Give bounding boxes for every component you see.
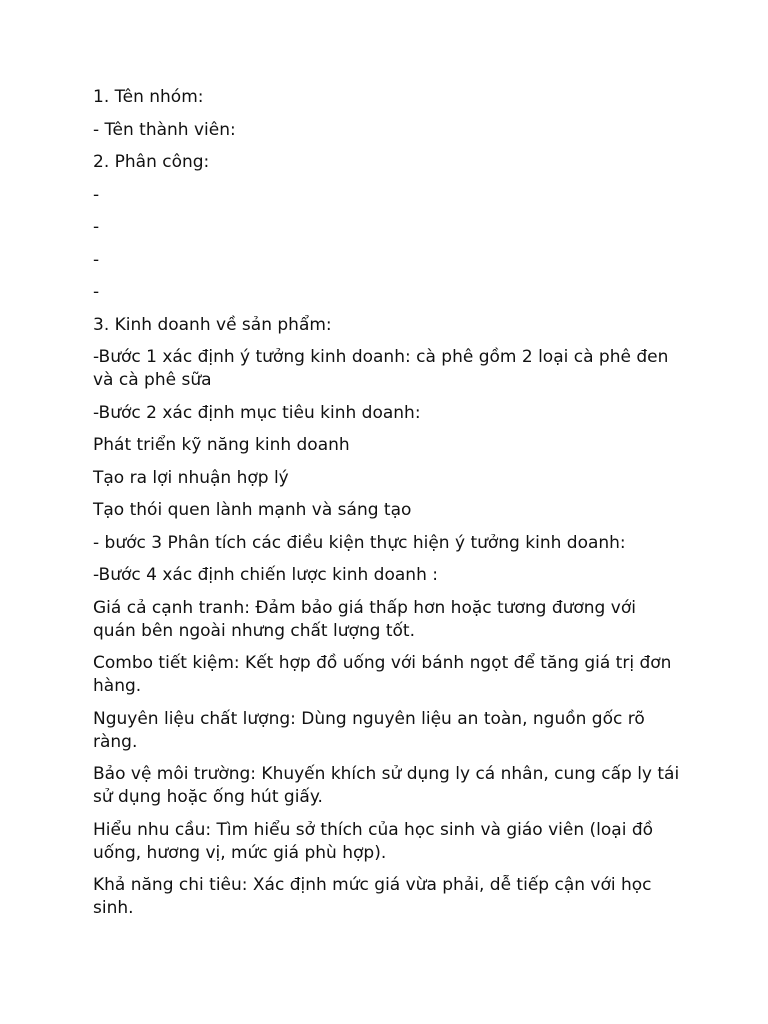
step-4-paragraph: -Bước 4 xác định chiến lược kinh doanh : xyxy=(93,565,438,585)
assignment-heading: 2. Phân công: xyxy=(93,152,210,172)
goal-skills-line: Phát triển kỹ năng kinh doanh xyxy=(93,435,350,455)
step-3-paragraph: - bước 3 Phân tích các điều kiện thực hiện ý tưởng kinh doanh: xyxy=(93,532,626,553)
strategy-pricing-paragraph: Giá cả cạnh tranh: Đảm bảo giá thấp hơn hoặc tương đương với quán bên ngoài nhưng chất lượng tốt. xyxy=(93,597,636,641)
goal-habits-line: Tạo thói quen lành mạnh và sáng tạo xyxy=(93,500,412,520)
member-names-line: - Tên thành viên: xyxy=(93,119,236,140)
product-business-heading: 3. Kinh doanh về sản phẩm: xyxy=(93,314,332,335)
assignment-bullet-4: - xyxy=(93,282,100,302)
strategy-spending-paragraph: Khả năng chi tiêu: Xác định mức giá vừa phải, dễ tiếp cận với học sinh. xyxy=(93,875,652,918)
strategy-needs-paragraph: Hiểu nhu cầu: Tìm hiểu sở thích của học sinh và giáo viên (loại đồ uống, hương vị, mức giá phù hợp). xyxy=(93,819,654,863)
assignment-bullet-3: - xyxy=(93,249,100,270)
goal-profit-line: Tạo ra lợi nhuận hợp lý xyxy=(93,467,289,488)
assignment-bullet-2: - xyxy=(93,217,100,237)
strategy-combo-paragraph: Combo tiết kiệm: Kết hợp đồ uống với bánh ngọt để tăng giá trị đơn hàng. xyxy=(93,653,672,696)
strategy-ingredients-paragraph: Nguyên liệu chất lượng: Dùng nguyên liệu an toàn, nguồn gốc rõ ràng. xyxy=(93,708,645,752)
assignment-bullet-1: - xyxy=(93,184,100,205)
step-2-paragraph: -Bước 2 xác định mục tiêu kinh doanh: xyxy=(93,402,421,423)
group-name-heading: 1. Tên nhóm: xyxy=(93,87,204,107)
document-body xyxy=(93,86,683,930)
step-1-paragraph: -Bước 1 xác định ý tưởng kinh doanh: cà phê gồm 2 loại cà phê đen và cà phê sữa xyxy=(93,347,669,390)
strategy-environment-paragraph: Bảo vệ môi trường: Khuyến khích sử dụng ly cá nhân, cung cấp ly tái sử dụng hoặc ống hút giấy. xyxy=(93,764,680,807)
